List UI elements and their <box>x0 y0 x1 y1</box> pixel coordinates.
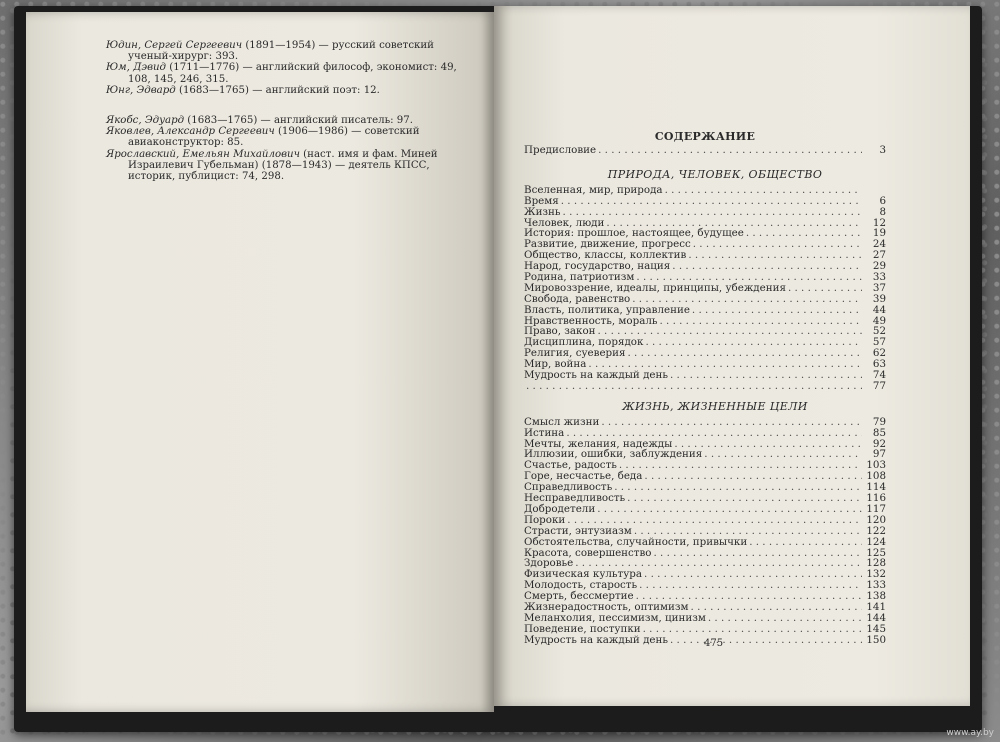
toc-label: Физическая культура <box>524 568 643 581</box>
toc-page: 77 <box>872 379 886 392</box>
dot-leader <box>749 537 862 548</box>
toc-page: 144 <box>866 611 886 624</box>
toc-label: Власть, политика, управление <box>524 303 690 316</box>
toc-label: Мудрость на каждый день <box>524 633 668 646</box>
toc-page: 128 <box>866 557 886 570</box>
toc-label: Счастье, радость <box>524 459 617 472</box>
dot-leader <box>692 305 862 316</box>
toc-row <box>524 305 886 316</box>
dot-leader <box>788 283 862 294</box>
dot-leader <box>670 370 862 381</box>
watermark: www.ay.by <box>946 728 994 738</box>
toc-label: Вселенная, мир, природа <box>524 183 663 196</box>
toc-label: Поведение, поступки <box>524 622 641 635</box>
dot-leader <box>614 482 862 493</box>
index-entry: Юнг, Эдвард (1683—1765) — английский поэт: 12. <box>106 84 380 96</box>
dot-leader <box>619 460 862 471</box>
toc-label: Народ, государство, нация <box>524 260 671 273</box>
toc-label: Пороки <box>524 513 566 526</box>
toc-row <box>524 428 886 439</box>
dot-leader <box>526 381 862 392</box>
dot-leader <box>627 493 862 504</box>
dot-leader <box>644 569 862 580</box>
toc-section-1 <box>524 185 886 392</box>
toc-page: 108 <box>866 470 886 483</box>
toc-page: 125 <box>866 546 886 559</box>
dot-leader <box>704 449 862 460</box>
toc-label: Человек, люди <box>524 216 605 229</box>
left-page <box>26 12 494 712</box>
dot-leader <box>628 348 863 359</box>
toc-label: Красота, совершенство <box>524 546 652 559</box>
toc-label: Мечты, желания, надежды <box>524 437 673 450</box>
dot-leader <box>563 207 862 218</box>
toc-label: Религия, суеверия <box>524 347 626 360</box>
toc-page: 141 <box>866 600 886 613</box>
toc-label: Мудрость на каждый день <box>524 369 668 382</box>
toc-page: 150 <box>866 633 886 646</box>
toc-page: 52 <box>872 325 886 338</box>
toc-page: 120 <box>866 513 886 526</box>
toc-page: 92 <box>872 437 886 450</box>
dot-leader <box>660 316 863 327</box>
toc-label: Жизнерадостность, оптимизм <box>524 600 689 613</box>
toc-label: Истина <box>524 426 565 439</box>
table-of-contents <box>524 130 886 646</box>
dot-leader <box>598 145 862 156</box>
toc-row <box>524 381 886 392</box>
index-entry: Юм, Дэвид (1711—1776) — английский философ, экономист: 49, 108, 145, 246, 315. <box>106 62 457 85</box>
toc-page: 27 <box>872 249 886 262</box>
index-entry: Якобс, Эдуард (1683—1765) — английский писатель: 97. <box>106 115 414 127</box>
dot-leader <box>674 439 862 450</box>
toc-page: 116 <box>866 492 886 505</box>
toc-page: 33 <box>872 271 886 284</box>
toc-label: Мировоззрение, идеалы, принципы, убеждения <box>524 281 786 294</box>
toc-row <box>524 145 886 156</box>
dot-leader <box>645 337 862 348</box>
toc-page: 133 <box>866 579 886 592</box>
toc-page: 49 <box>872 314 886 327</box>
toc-label: Обстоятельства, случайности, привычки <box>524 535 748 548</box>
toc-label: Иллюзии, ошибки, заблуждения <box>524 448 703 461</box>
toc-label: Справедливость <box>524 481 613 494</box>
right-page <box>494 6 970 706</box>
toc-label: Молодость, старость <box>524 579 638 592</box>
toc-page: 24 <box>872 238 886 251</box>
toc-label: Свобода, равенство <box>524 292 631 305</box>
toc-row <box>524 537 886 548</box>
toc-label: Меланхолия, пессимизм, цинизм <box>524 611 706 624</box>
toc-label: История: прошлое, настоящее, будущее <box>524 227 744 240</box>
dot-leader <box>708 613 862 624</box>
toc-page: 8 <box>879 205 886 218</box>
toc-label: Родина, патриотизм <box>524 271 635 284</box>
toc-page: 12 <box>872 216 886 229</box>
dot-leader <box>597 504 862 515</box>
toc-page: 124 <box>866 535 886 548</box>
toc-section-title: ЖИЗНЬ, ЖИЗНЕННЫЕ ЦЕЛИ <box>622 399 808 413</box>
dot-leader <box>644 471 862 482</box>
toc-row <box>524 504 886 515</box>
toc-label: Добродетели <box>524 502 596 515</box>
toc-page: 114 <box>866 481 886 494</box>
toc-page: 132 <box>866 568 886 581</box>
dot-leader <box>672 261 862 272</box>
dot-leader <box>601 417 862 428</box>
dot-leader <box>653 548 862 559</box>
dot-leader <box>561 196 862 207</box>
toc-label: Смерть, бессмертие <box>524 590 634 603</box>
toc-page: 19 <box>872 227 886 240</box>
dot-leader <box>566 428 862 439</box>
toc-label: Нравственность, мораль <box>524 314 658 327</box>
toc-label: Жизнь <box>524 205 561 218</box>
toc-page: 145 <box>866 622 886 635</box>
toc-label: Развитие, движение, прогресс <box>524 238 691 251</box>
toc-page: 85 <box>872 426 886 439</box>
toc-row <box>524 417 886 428</box>
toc-row <box>524 196 886 207</box>
dot-leader <box>693 239 862 250</box>
dot-leader <box>746 228 862 239</box>
dot-leader <box>634 526 862 537</box>
toc-page: 74 <box>872 369 886 382</box>
toc-page: 37 <box>872 281 886 294</box>
toc-page: 39 <box>872 292 886 305</box>
toc-row <box>524 624 886 635</box>
name-index-list <box>106 40 466 182</box>
toc-label: Общество, классы, коллектив <box>524 249 687 262</box>
toc-page: 117 <box>866 502 886 515</box>
toc-label: Смысл жизни <box>524 415 600 428</box>
toc-row <box>524 185 886 196</box>
toc-page: 103 <box>866 459 886 472</box>
toc-label: Время <box>524 194 559 207</box>
toc-page: 63 <box>872 358 886 371</box>
toc-page: 79 <box>872 415 886 428</box>
toc-page: 3 <box>879 144 886 156</box>
index-entry: Ярославский, Емельян Михайлович (наст. имя и фам. Миней Израилевич Губельман) (1878—1943) — деятель КПСС, историк, публицист: 74, 298. <box>106 148 438 183</box>
dot-leader <box>639 580 862 591</box>
toc-label: Здоровье <box>524 557 574 570</box>
toc-page: 57 <box>872 336 886 349</box>
index-entry: Яковлев, Александр Сергеевич (1906—1986) — советский авиаконструктор: 85. <box>106 126 420 149</box>
toc-title: СОДЕРЖАНИЕ <box>654 130 756 143</box>
toc-section-title: ПРИРОДА, ЧЕЛОВЕК, ОБЩЕСТВО <box>607 167 823 181</box>
toc-page: 6 <box>879 194 886 207</box>
toc-row <box>524 548 886 559</box>
toc-label: Несправедливость <box>524 492 626 505</box>
toc-row <box>524 526 886 537</box>
toc-label: Право, закон <box>524 325 596 338</box>
toc-row <box>524 370 886 381</box>
toc-label: Горе, несчастье, беда <box>524 470 643 483</box>
toc-page: 62 <box>872 347 886 360</box>
dot-leader <box>670 635 862 646</box>
dot-leader <box>691 602 862 613</box>
toc-page: 97 <box>872 448 886 461</box>
toc-label: Страсти, энтузиазм <box>524 524 632 537</box>
toc-page: 29 <box>872 260 886 273</box>
page-number: 475 <box>704 638 724 649</box>
dot-leader <box>643 624 862 635</box>
toc-page: 122 <box>866 524 886 537</box>
toc-label: Мир, война <box>524 358 587 371</box>
toc-page: 44 <box>872 303 886 316</box>
dot-leader <box>688 250 862 261</box>
toc-section-2 <box>524 417 886 646</box>
index-entry: Юдин, Сергей Сергеевич (1891—1954) — русский советский ученый-хирург: 393. <box>106 40 434 63</box>
toc-label: Дисциплина, порядок <box>524 336 644 349</box>
toc-row <box>524 207 886 218</box>
toc-label: Предисловие <box>524 144 597 156</box>
toc-page: 138 <box>866 590 886 603</box>
dot-leader <box>665 185 862 196</box>
